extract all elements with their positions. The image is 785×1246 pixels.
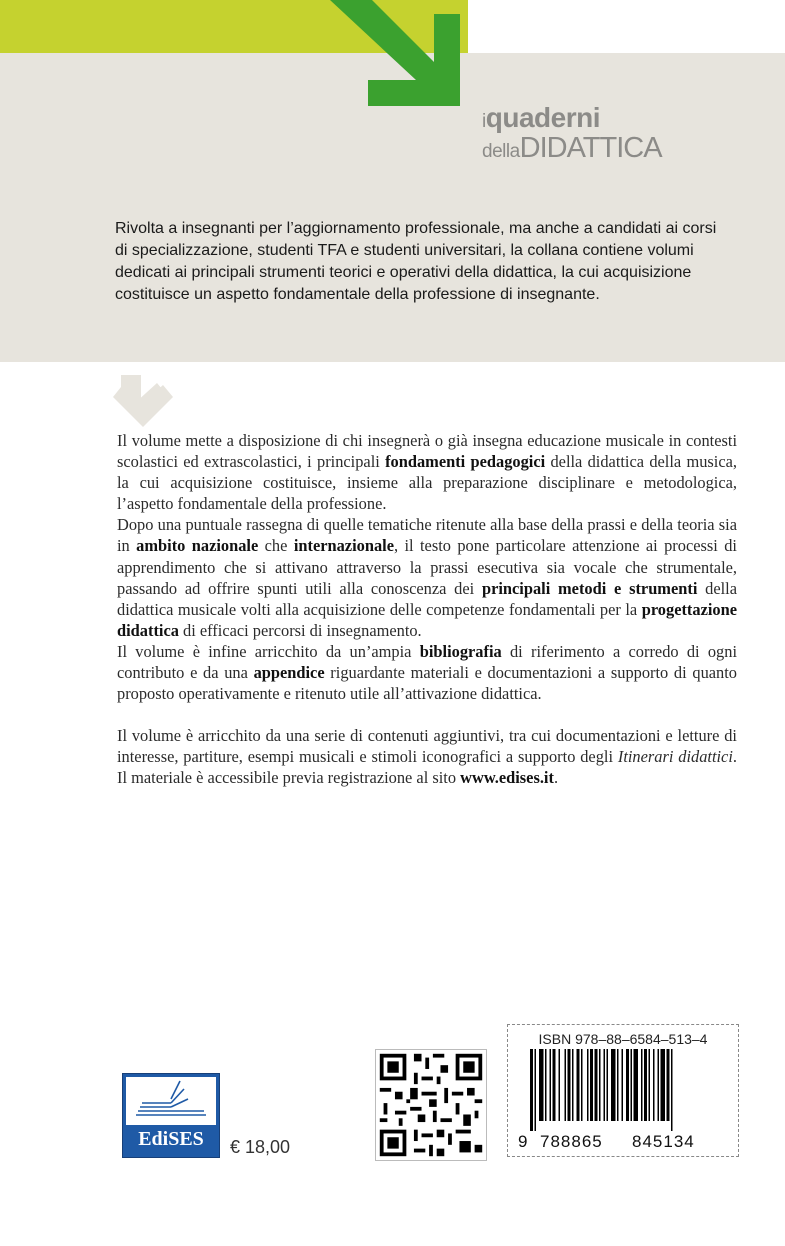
barcode-bar — [553, 1049, 556, 1121]
book-description — [117, 430, 737, 789]
open-book-icon — [126, 1077, 216, 1125]
price-label: € 18,00 — [230, 1137, 291, 1157]
paragraph-4 — [117, 725, 737, 788]
paragraph-gap — [117, 704, 737, 725]
barcode-digits-group-2: 845134 — [632, 1132, 695, 1151]
barcode-digit-first: 9 — [518, 1132, 528, 1151]
publisher-logo — [122, 1073, 220, 1158]
p2-bold-c: principali metodi e strumenti — [481, 578, 698, 598]
p2-text-d: della didattica musicale volti alla acquisizione delle competenze fondamentali per la — [117, 578, 737, 619]
barcode-bar — [545, 1049, 547, 1121]
paragraph-2 — [117, 514, 737, 641]
barcode-bar — [631, 1049, 633, 1121]
barcode-bar — [644, 1049, 647, 1121]
white-strip — [468, 0, 785, 53]
website-link[interactable]: www.edises.it — [460, 768, 554, 788]
paragraph-1 — [117, 430, 737, 514]
barcode-bar — [604, 1049, 606, 1121]
series-logo — [482, 104, 662, 163]
green-arrow-icon — [330, 0, 470, 130]
publisher-name: EdiSES — [138, 1128, 204, 1150]
barcode-bar — [634, 1049, 639, 1121]
p2-bold-b: internazionale — [293, 536, 394, 556]
p3-text-a: Il volume è infine arricchito da un’ampia — [117, 641, 420, 661]
barcode-bar — [590, 1049, 593, 1121]
barcode-bar — [565, 1049, 567, 1121]
barcode-bar — [595, 1049, 598, 1121]
p4-text-b: . Il materiale è accessibile previa registrazione al sito — [117, 747, 737, 788]
series-description: Rivolta a insegnanti per l’aggiornamento professionale, ma anche a candidati ai corsi di specializzazione, studenti TFA e studenti universitari, la collana contiene volumi dedicati ai principali strumenti teorici e operativi della didattica, la cui acquisizione costituisce un aspetto fondamentale della professione di insegnante. — [115, 220, 717, 303]
p4-text-a: Il volume è arricchito da una serie di contenuti aggiuntivi, tra cui documentazioni e letture di interesse, partiture, esempi musicali e stimoli iconografici a supporto degli — [117, 726, 737, 767]
barcode-bar — [599, 1049, 601, 1121]
isbn-barcode — [507, 1024, 739, 1157]
barcode-bar — [626, 1049, 629, 1121]
barcode-bar — [550, 1049, 552, 1121]
barcode-bar — [661, 1049, 666, 1121]
barcode-bar — [671, 1049, 673, 1131]
p2-text-b: che — [258, 536, 294, 556]
barcode-graphic — [516, 1047, 730, 1151]
barcode-bar — [535, 1049, 537, 1131]
series-logo-main-2: DIDATTICA — [519, 132, 662, 164]
barcode-bar — [653, 1049, 655, 1121]
barcode-digits-group-1: 788865 — [540, 1132, 603, 1151]
p2-text-e: di efficaci percorsi di insegnamento. — [178, 620, 422, 640]
barcode-bar — [649, 1049, 651, 1121]
barcode-bar — [530, 1049, 533, 1131]
barcode-bar — [607, 1049, 609, 1121]
p1-bold-a: fondamenti pedagogici — [385, 452, 546, 472]
p2-bold-a: ambito nazionale — [136, 536, 259, 556]
p3-bold-a: bibliografia — [419, 641, 502, 661]
barcode-bar — [587, 1049, 589, 1121]
barcode-bar — [572, 1049, 574, 1121]
barcode-bar — [658, 1049, 660, 1121]
p3-text-c: riguardante materiali e documentazioni a supporto di quanto proposto operativamente e ritenuto utile all’attivazione didattica. — [117, 663, 737, 704]
barcode-bar — [641, 1049, 643, 1121]
p3-bold-b: appendice — [253, 663, 325, 683]
barcode-bar — [559, 1049, 561, 1121]
barcode-bar — [581, 1049, 583, 1121]
p4-text-c: . — [553, 768, 559, 788]
series-logo-main-1: quaderni — [485, 102, 600, 133]
series-logo-prefix-2: della — [482, 141, 520, 162]
p3-text-b: di riferimento a corredo di ogni contributo e da una — [117, 641, 738, 683]
barcode-bar — [539, 1049, 544, 1121]
barcode-bar — [568, 1049, 571, 1121]
barcode-bar — [622, 1049, 624, 1121]
barcode-bar — [611, 1049, 616, 1121]
barcode-bar — [577, 1049, 580, 1121]
barcode-bar — [617, 1049, 619, 1121]
p4-italic: Itinerari didattici — [617, 747, 733, 767]
p1-text-a: Il volume mette a disposizione di chi insegnerà o già insegna educazione musicale in contesti scolastici ed extrascolastici, i principali — [117, 431, 737, 472]
p1-text-b: della didattica della musica, la cui acquisizione costituisce, insieme alla preparazione disciplinare e metodologica, l’aspetto fondamentale della professione. — [117, 452, 737, 514]
barcode-bar — [667, 1049, 670, 1121]
series-logo-prefix-1: i — [482, 111, 486, 132]
p2-text-c: , il testo pone particolare attenzione ai processi di apprendimento che si attivano attraverso la prassi esecutiva sia vocale che strumentale, passando ad offrire spunti utili alla conoscenza dei — [117, 536, 737, 598]
isbn-label: ISBN 978–88–6584–513–4 — [538, 1031, 708, 1047]
p2-bold-d: progettazione didattica — [117, 599, 737, 640]
qr-code[interactable] — [375, 1049, 487, 1161]
p2-text-a: Dopo una puntuale rassegna di quelle tematiche ritenute alla base della prassi e della teoria sia in — [117, 515, 737, 556]
beige-arrow-icon — [107, 375, 177, 435]
paragraph-3 — [117, 641, 737, 704]
